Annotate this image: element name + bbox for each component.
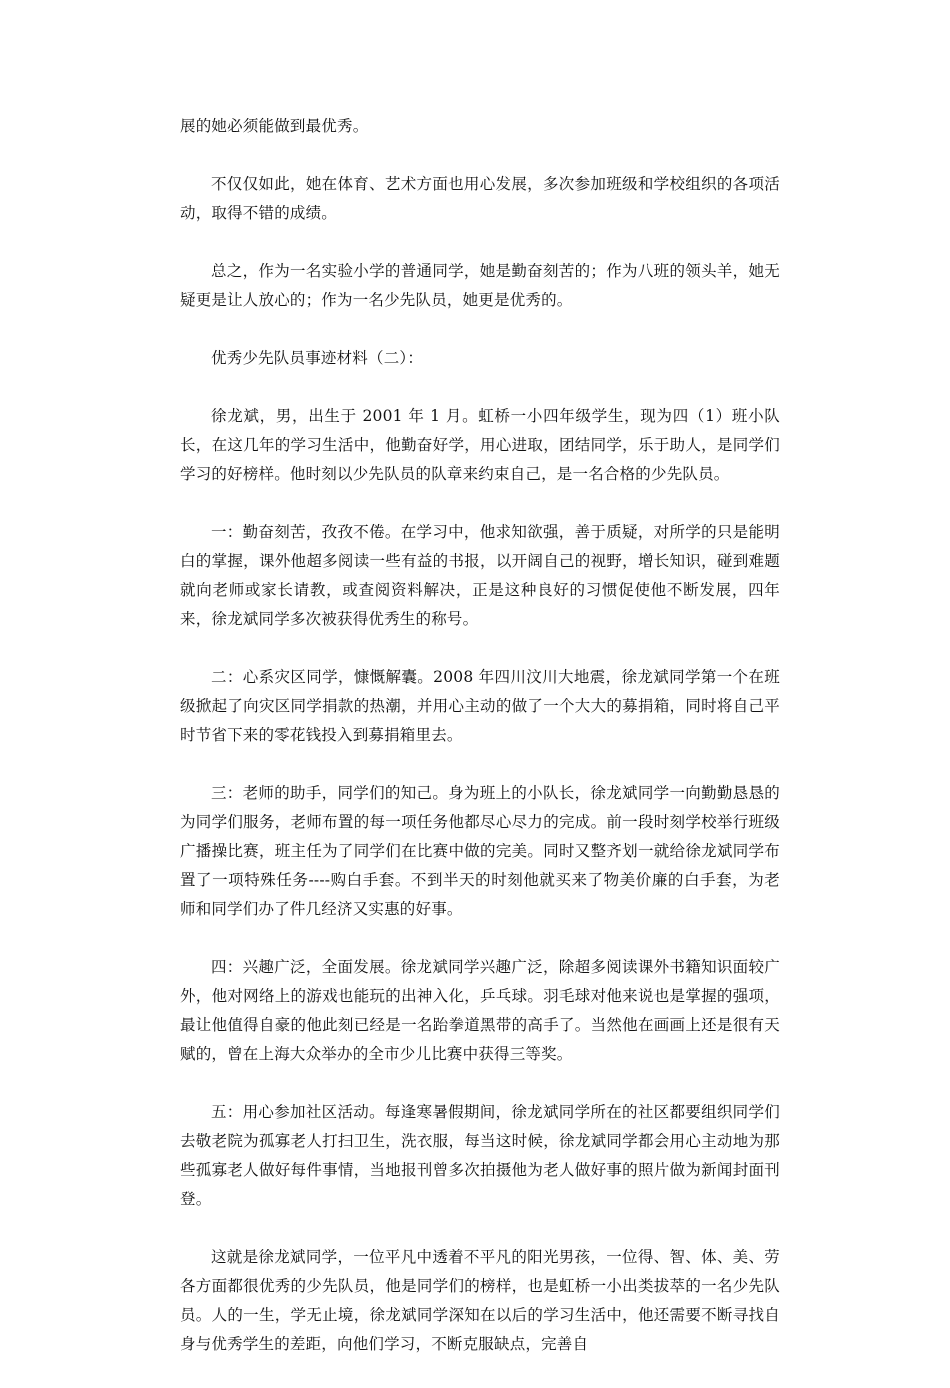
paragraph-activities: 不仅仅如此，她在体育、艺术方面也用心发展，多次参加班级和学校组织的各项活动，取得不错的成绩。 — [180, 175, 780, 222]
paragraph-continuation: 展的她必须能做到最优秀。 — [180, 117, 369, 135]
section-heading: 优秀少先队员事迹材料（二）： — [211, 349, 424, 367]
paragraph-point-one: 一：勤奋刻苦，孜孜不倦。在学习中，他求知欲强，善于质疑，对所学的只是能明白的掌握，课外他超多阅读一些有益的书报，以开阔自己的视野，增长知识，碰到难题就向老师或家长请教，或查阅资料解决，正是这种良好的习惯促使他不断发展，四年来，徐龙斌同学多次被获得优秀生的称号。 — [180, 523, 780, 628]
paragraph-summary: 总之，作为一名实验小学的普通同学，她是勤奋刻苦的；作为八班的领头羊，她无疑更是让人放心的；作为一名少先队员，她更是优秀的。 — [180, 262, 780, 309]
document-body — [180, 112, 780, 1388]
paragraph-point-four: 四：兴趣广泛，全面发展。徐龙斌同学兴趣广泛，除超多阅读课外书籍知识面较广外，他对网络上的游戏也能玩的出神入化，乒乓球。羽毛球对他来说也是掌握的强项，最让他值得自豪的他此刻已经是一名跆拳道黑带的高手了。当然他在画画上还是很有天赋的，曾在上海大众举办的全市少儿比赛中获得三等奖。 — [180, 958, 780, 1063]
paragraph-point-three: 三：老师的助手，同学们的知己。身为班上的小队长，徐龙斌同学一向勤勤恳恳的为同学们服务，老师布置的每一项任务他都尽心尽力的完成。前一段时刻学校举行班级广播操比赛，班主任为了同学们在比赛中做的完美。同时又整齐划一就给徐龙斌同学布置了一项特殊任务----购白手套。不到半天的时刻他就买来了物美价廉的白手套，为老师和同学们办了件几经济又实惠的好事。 — [180, 784, 780, 918]
paragraph-point-five: 五：用心参加社区活动。每逢寒暑假期间，徐龙斌同学所在的社区都要组织同学们去敬老院为孤寡老人打扫卫生，洗衣服，每当这时候，徐龙斌同学都会用心主动地为那些孤寡老人做好每件事情，当地报刊曾多次拍摄他为老人做好事的照片做为新闻封面刊登。 — [180, 1103, 780, 1208]
paragraph-introduction: 徐龙斌，男，出生于 2001 年 1 月。虹桥一小四年级学生，现为四（1）班小队长，在这几年的学习生活中，他勤奋好学，用心进取，团结同学，乐于助人，是同学们学习的好榜样。他时刻以少先队员的队章来约束自己，是一名合格的少先队员。 — [180, 407, 780, 483]
paragraph-point-two: 二：心系灾区同学，慷慨解囊。2008 年四川汶川大地震，徐龙斌同学第一个在班级掀起了向灾区同学捐款的热潮，并用心主动的做了一个大大的募捐箱，同时将自己平时节省下来的零花钱投入到募捐箱里去。 — [180, 668, 780, 744]
paragraph-conclusion: 这就是徐龙斌同学，一位平凡中透着不平凡的阳光男孩，一位得、智、体、美、劳各方面都很优秀的少先队员，他是同学们的榜样，也是虹桥一小出类拔萃的一名少先队员。人的一生，学无止境，徐龙斌同学深知在以后的学习生活中，他还需要不断寻找自身与优秀学生的差距，向他们学习，不断克服缺点，完善自 — [180, 1248, 780, 1353]
